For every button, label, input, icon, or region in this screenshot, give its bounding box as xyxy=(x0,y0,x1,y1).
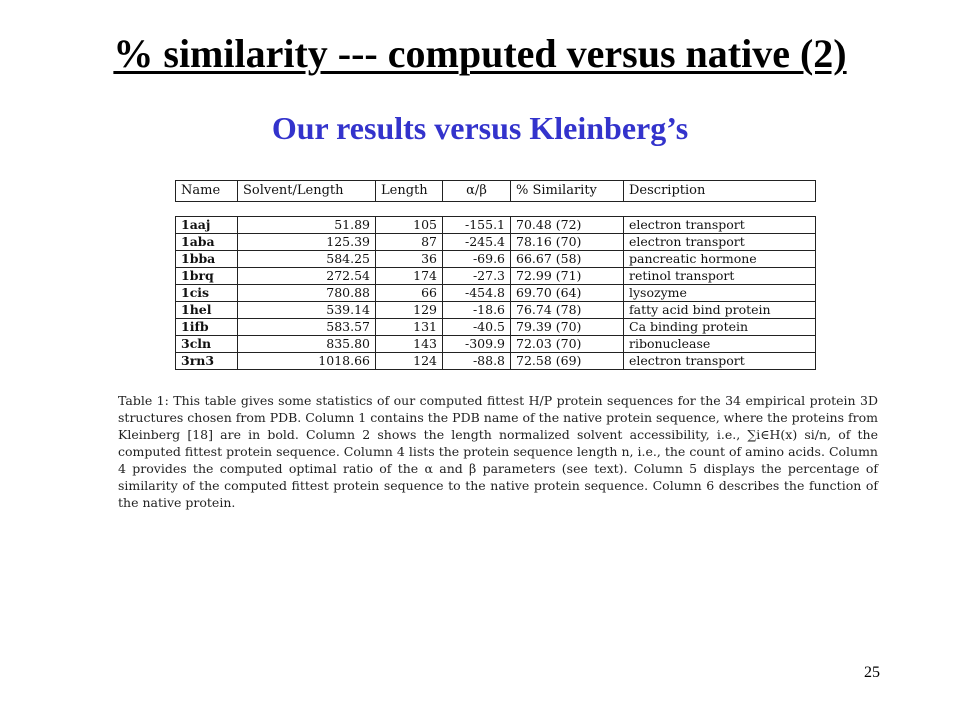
cell-name: 1aba xyxy=(176,234,238,251)
cell-alpha-beta: -69.6 xyxy=(443,251,511,268)
table-row xyxy=(176,285,816,302)
cell-similarity: 78.16 (70) xyxy=(511,234,624,251)
table-caption: Table 1: This table gives some statistics of our computed fittest H/P protein sequences for the 34 empirical protein 3D structures chosen from PDB. Column 1 contains the PDB name of the native protein sequence, where the proteins from Kleinberg [18] are in bold. Column 2 shows the length normalized solvent accessibility, i.e., ∑i∈H(x) si/n, of the computed fittest protein sequence. Column 4 lists the protein sequence length n, i.e., the count of amino acids. Column 4 provides the computed optimal ratio of the α and β parameters (see text). Column 5 displays the percentage of similarity of the computed fittest protein sequence to the native protein sequence. Column 6 describes the function of the native protein. xyxy=(118,393,878,510)
page-number: 25 xyxy=(864,664,880,681)
cell-solvent-length: 539.14 xyxy=(238,302,376,319)
cell-length: 131 xyxy=(376,319,443,336)
cell-description: pancreatic hormone xyxy=(624,251,816,268)
cell-description: lysozyme xyxy=(624,285,816,302)
cell-length: 143 xyxy=(376,336,443,353)
cell-length: 36 xyxy=(376,251,443,268)
cell-length: 124 xyxy=(376,353,443,370)
cell-similarity: 70.48 (72) xyxy=(511,217,624,234)
results-header-table xyxy=(175,180,816,202)
cell-alpha-beta: -27.3 xyxy=(443,268,511,285)
cell-solvent-length: 780.88 xyxy=(238,285,376,302)
cell-name: 1hel xyxy=(176,302,238,319)
cell-name: 3rn3 xyxy=(176,353,238,370)
cell-alpha-beta: -18.6 xyxy=(443,302,511,319)
cell-solvent-length: 272.54 xyxy=(238,268,376,285)
cell-description: electron transport xyxy=(624,217,816,234)
header-solvent-length: Solvent/Length xyxy=(238,181,376,202)
slide-title: % similarity --- computed versus native (2) xyxy=(113,31,847,76)
header-description: Description xyxy=(624,181,816,202)
table-row xyxy=(176,319,816,336)
header-similarity: % Similarity xyxy=(511,181,624,202)
cell-name: 1ifb xyxy=(176,319,238,336)
cell-name: 3cln xyxy=(176,336,238,353)
cell-similarity: 76.74 (78) xyxy=(511,302,624,319)
cell-similarity: 69.70 (64) xyxy=(511,285,624,302)
table-row xyxy=(176,353,816,370)
cell-alpha-beta: -88.8 xyxy=(443,353,511,370)
cell-length: 66 xyxy=(376,285,443,302)
table-row xyxy=(176,217,816,234)
cell-description: ribonuclease xyxy=(624,336,816,353)
cell-name: 1bba xyxy=(176,251,238,268)
table-row xyxy=(176,251,816,268)
table-row xyxy=(176,234,816,251)
cell-description: retinol transport xyxy=(624,268,816,285)
cell-description: Ca binding protein xyxy=(624,319,816,336)
cell-length: 174 xyxy=(376,268,443,285)
cell-alpha-beta: -245.4 xyxy=(443,234,511,251)
cell-alpha-beta: -454.8 xyxy=(443,285,511,302)
cell-similarity: 72.03 (70) xyxy=(511,336,624,353)
cell-description: electron transport xyxy=(624,353,816,370)
cell-solvent-length: 51.89 xyxy=(238,217,376,234)
table-header-row xyxy=(176,181,816,202)
cell-alpha-beta: -40.5 xyxy=(443,319,511,336)
cell-solvent-length: 125.39 xyxy=(238,234,376,251)
cell-solvent-length: 1018.66 xyxy=(238,353,376,370)
cell-name: 1aaj xyxy=(176,217,238,234)
table-row xyxy=(176,268,816,285)
cell-name: 1brq xyxy=(176,268,238,285)
cell-length: 87 xyxy=(376,234,443,251)
results-body-table xyxy=(175,216,816,370)
cell-description: fatty acid bind protein xyxy=(624,302,816,319)
header-name: Name xyxy=(176,181,238,202)
cell-alpha-beta: -155.1 xyxy=(443,217,511,234)
cell-name: 1cis xyxy=(176,285,238,302)
header-length: Length xyxy=(376,181,443,202)
table-row xyxy=(176,336,816,353)
results-table-container xyxy=(175,180,815,370)
cell-length: 129 xyxy=(376,302,443,319)
cell-solvent-length: 583.57 xyxy=(238,319,376,336)
cell-similarity: 79.39 (70) xyxy=(511,319,624,336)
cell-similarity: 66.67 (58) xyxy=(511,251,624,268)
slide-subtitle: Our results versus Kleinberg’s xyxy=(271,110,689,146)
cell-description: electron transport xyxy=(624,234,816,251)
cell-solvent-length: 584.25 xyxy=(238,251,376,268)
table-row xyxy=(176,302,816,319)
cell-solvent-length: 835.80 xyxy=(238,336,376,353)
cell-similarity: 72.58 (69) xyxy=(511,353,624,370)
cell-similarity: 72.99 (71) xyxy=(511,268,624,285)
header-alpha-beta: α/β xyxy=(443,181,511,202)
cell-length: 105 xyxy=(376,217,443,234)
cell-alpha-beta: -309.9 xyxy=(443,336,511,353)
